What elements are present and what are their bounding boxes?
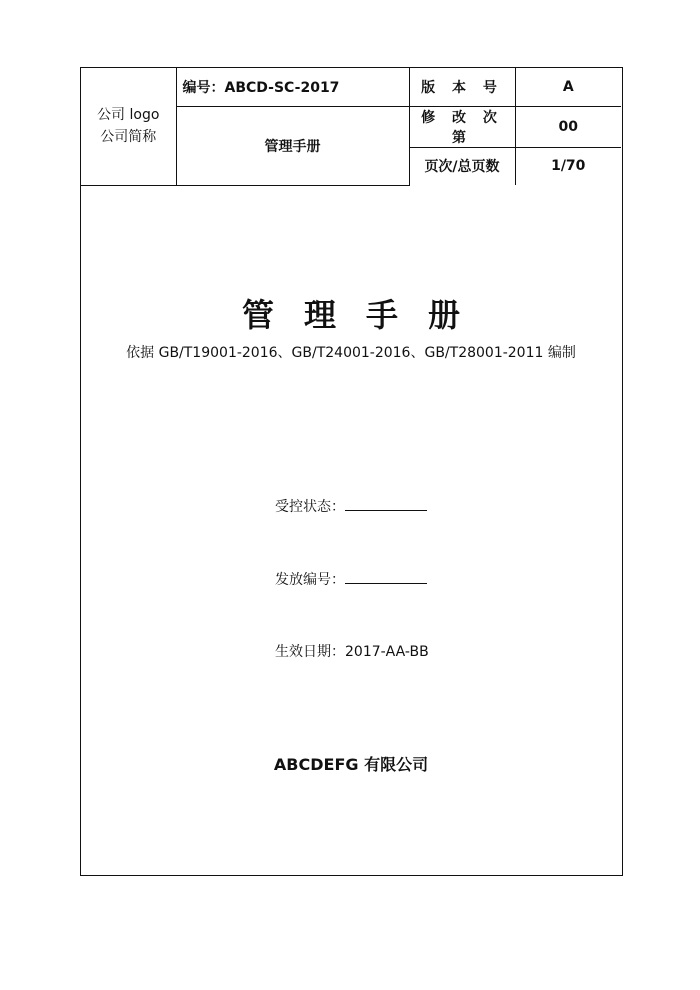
effective-date-field [275, 641, 429, 661]
version-value: A [515, 68, 621, 106]
main-title: 管理手册 [241, 296, 490, 334]
issue-number-field [275, 569, 427, 589]
page-count-label: 页次/总页数 [409, 147, 515, 185]
document-frame [80, 67, 623, 876]
control-status-field [275, 496, 427, 516]
issue-number-label: 发放编号： [275, 572, 345, 588]
standards-basis-text: 依据 GB/T19001-2016、GB/T24001-2016、GB/T28001-2011 编制 [126, 345, 576, 361]
header-table [81, 68, 621, 186]
version-label: 版 本 号 [409, 68, 515, 106]
document-code: 编号：ABCD-SC-2017 [176, 68, 409, 106]
control-status-blank [345, 498, 427, 511]
control-status-label: 受控状态： [275, 499, 345, 515]
issue-number-blank [345, 571, 427, 584]
revision-label: 修 改 次 第 [409, 106, 515, 147]
page-count-value: 1/70 [515, 147, 621, 185]
company-name: ABCDEFG 有限公司 [273, 755, 429, 774]
logo-cell [81, 68, 176, 185]
company-short-name: 公司简称 [100, 129, 157, 146]
effective-date-value: 2017-AA-BB [345, 644, 429, 660]
company-logo-text: 公司 logo [97, 107, 160, 124]
header-document-title: 管理手册 [176, 106, 409, 185]
revision-value: 00 [515, 106, 621, 147]
effective-date-label: 生效日期： [275, 644, 345, 660]
